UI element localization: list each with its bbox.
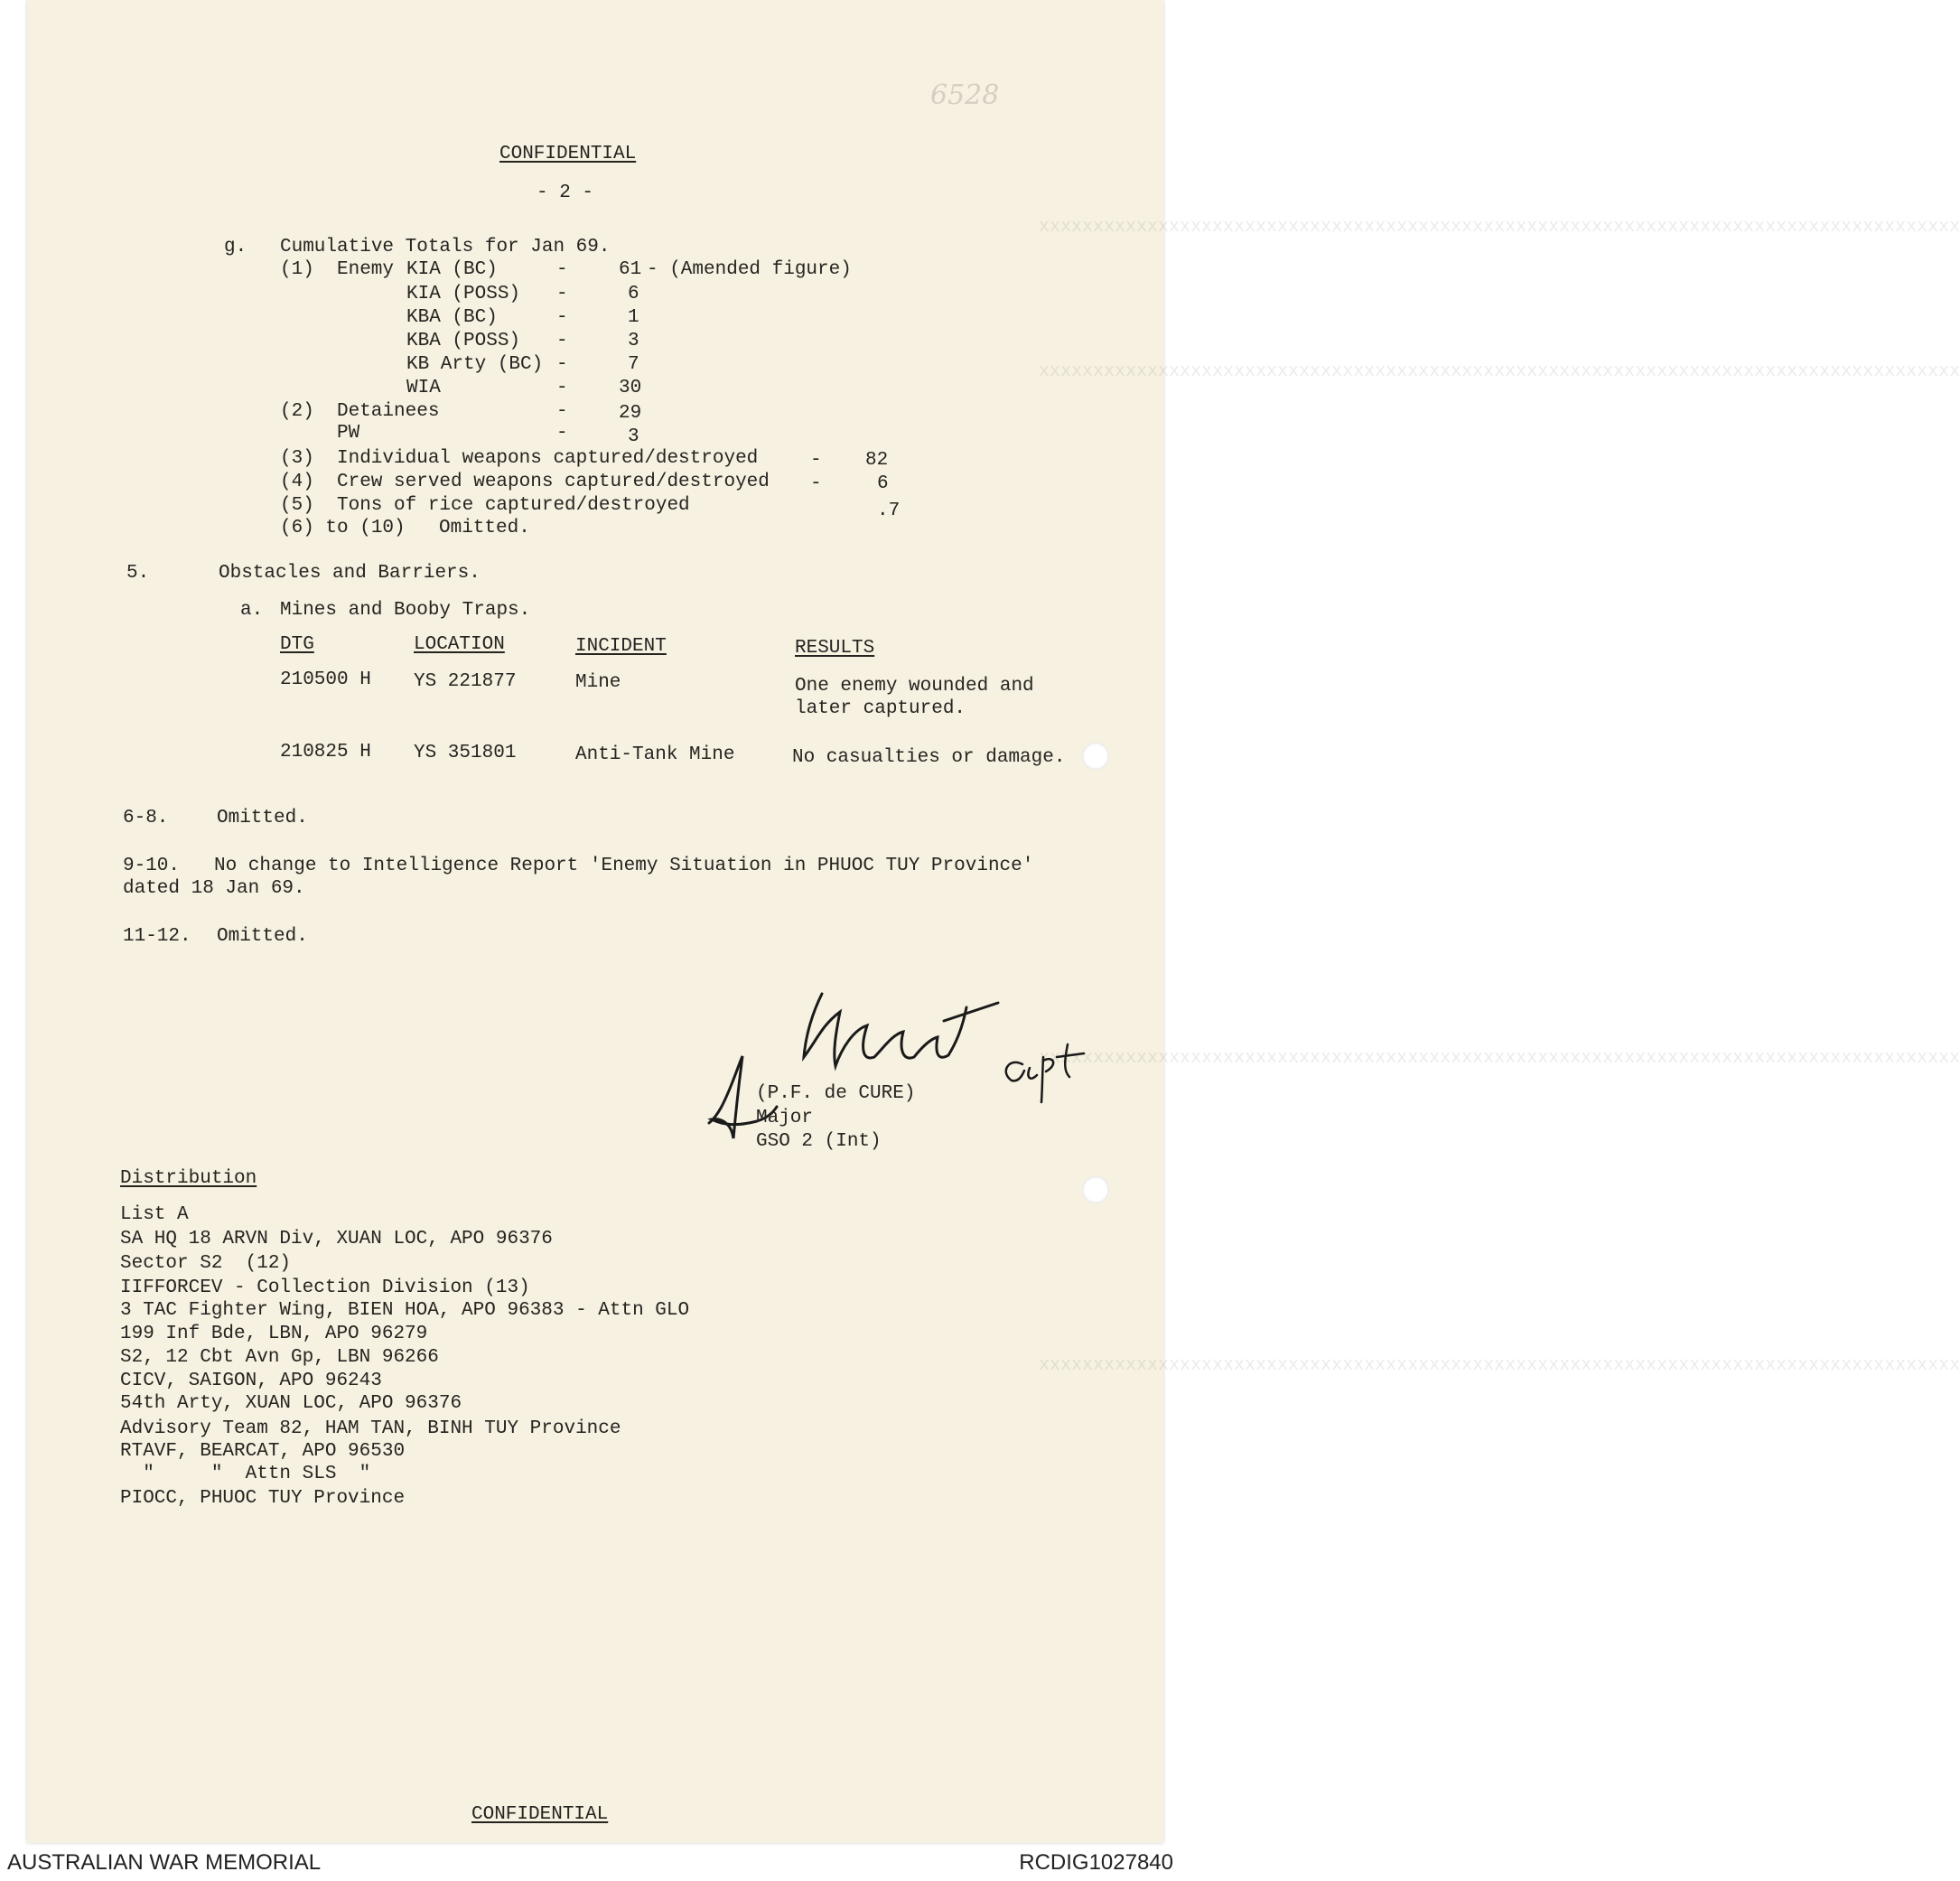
distribution-line: RTAVF, BEARCAT, APO 96530 (120, 1441, 406, 1462)
detainees-value: 29 (619, 403, 642, 424)
incident-result: One enemy wounded and (795, 676, 1034, 697)
para-9-10-text-cont: dated 18 Jan 69. (123, 878, 305, 899)
casualty-note: - (Amended figure) (647, 259, 852, 280)
incident-type: Anti-Tank Mine (575, 744, 735, 765)
item4-label: (4) (280, 472, 314, 492)
handwritten-signature-capt (786, 967, 1129, 1138)
para-5-title: Obstacles and Barriers. (219, 563, 481, 584)
para-9-10-number: 9-10. (123, 856, 181, 876)
item3-value: 82 (865, 450, 889, 471)
casualty-value: 1 (628, 307, 639, 328)
casualty-dash: - (556, 331, 568, 351)
distribution-line: 3 TAC Fighter Wing, BIEN HOA, APO 96383 - Attn GLO (120, 1300, 690, 1321)
incident-dtg: 210500 H (280, 669, 371, 690)
casualty-label: WIA (406, 378, 441, 398)
header-dtg: DTG (280, 634, 314, 655)
incident-location: YS 351801 (414, 743, 517, 763)
casualty-value: 6 (628, 284, 639, 304)
para-11-12-text: Omitted. (217, 926, 308, 947)
incident-dtg: 210825 H (280, 742, 371, 763)
distribution-title: Distribution (120, 1168, 257, 1189)
archive-footer-left: AUSTRALIAN WAR MEMORIAL (7, 1850, 322, 1875)
para-11-12-number: 11-12. (123, 926, 191, 947)
distribution-line: Advisory Team 82, HAM TAN, BINH TUY Province (120, 1418, 621, 1439)
casualty-dash: - (556, 378, 568, 398)
incident-result: No casualties or damage. (792, 747, 1066, 768)
distribution-line: " " Attn SLS " (120, 1464, 371, 1484)
incident-type: Mine (575, 672, 621, 693)
item5-label: (5) (280, 495, 314, 516)
signatory-appointment: GSO 2 (Int) (756, 1131, 882, 1152)
punch-hole (1082, 1176, 1109, 1203)
pencil-folio-number: 6528 (930, 80, 1000, 111)
header-results: RESULTS (795, 638, 875, 659)
casualty-dash: - (556, 284, 568, 304)
item3-label: (3) (280, 448, 314, 469)
page-number: - 2 - (537, 182, 594, 203)
casualty-dash: - (556, 354, 568, 375)
archive-footer-right: RCDIG1027840 (1019, 1850, 1173, 1875)
casualty-value: 3 (628, 331, 639, 351)
casualty-value: 7 (628, 354, 639, 375)
casualty-label: KB Arty (BC) (406, 354, 544, 375)
item3-text: Individual weapons captured/destroyed (337, 448, 759, 469)
pw-label: PW (337, 423, 360, 444)
item2-label: (2) (280, 401, 314, 422)
item1-label: (1) (280, 259, 314, 280)
detainees-dash: - (556, 401, 568, 422)
classification-header: CONFIDENTIAL (499, 144, 637, 164)
para-5-number: 5. (126, 563, 150, 584)
distribution-line: List A (120, 1204, 189, 1225)
detainees-label: Detainees (337, 401, 440, 422)
pw-value: 3 (628, 426, 639, 447)
pw-dash: - (556, 423, 568, 444)
para-g-title: Cumulative Totals for Jan 69. (280, 237, 611, 257)
incident-location: YS 221877 (414, 671, 517, 692)
casualty-dash: - (556, 259, 568, 280)
distribution-line: 54th Arty, XUAN LOC, APO 96376 (120, 1393, 462, 1414)
item6-text: Omitted. (439, 518, 530, 538)
casualty-dash: - (556, 307, 568, 328)
header-incident: INCIDENT (575, 636, 667, 657)
distribution-line: CICV, SAIGON, APO 96243 (120, 1371, 382, 1391)
incident-result-cont: later captured. (795, 698, 966, 719)
signatory-rank: Major (756, 1108, 814, 1128)
para-5a-title: Mines and Booby Traps. (280, 600, 531, 621)
header-location: LOCATION (414, 634, 505, 655)
signatory-name: (P.F. de CURE) (756, 1083, 916, 1104)
item4-dash: - (810, 473, 822, 494)
item6-label: (6) to (10) (280, 518, 406, 538)
distribution-line: S2, 12 Cbt Avn Gp, LBN 96266 (120, 1347, 439, 1368)
para-g-label: g. (224, 237, 247, 257)
item5-value: .7 (877, 501, 901, 521)
casualty-label: KIA (BC) (406, 259, 498, 280)
row-prefix: Enemy (337, 259, 395, 280)
punch-hole (1082, 743, 1109, 770)
casualty-label: KBA (POSS) (406, 331, 521, 351)
distribution-line: Sector S2 (12) (120, 1253, 292, 1274)
casualty-value: 30 (619, 378, 642, 398)
item4-value: 6 (877, 473, 889, 494)
item5-text: Tons of rice captured/destroyed (337, 495, 690, 516)
document-page: xxxxxxxxxxxxxxxxxxxxxxxxxxxxxxxxxxxxxxxxxxxxxxxxxxxxxxxxxxxxxxxxxxxxxxxxxxxxxxxxxxxxx xxxxxxxxxxxxxxxxxxxxxxxxxxxxxxxxxxxxxxxxxxxxxxxxxxxxxxxxxxxxxxxxxxxxxxxxxxxxxxxxxxxxx xxxxxxxxxxxxxxxxxxxxxxxxxxxxxxxxxxxxxxxxxxxxxxxxxxxxxxxxxxxxxxxxxxxxxxxxxxxxxxxxxxxxx xxxxxxxxxxxxxxxxxxxxxxxxxxxxxxxxxxxxxxxxxxxxxxxxxxxxxxxxxxxxxxxxxxxxxxxxxxxxxxxxxxxxx 6528 CONFIDENTIAL - 2 - g. Cumulative Totals for Jan 69. (1) Enemy KIA (BC) - 61 - (Amended figure) KIA (POSS) - 6 KBA (BC) - 1 KBA (POSS) - 3 KB Arty (BC) - 7 WIA - 30 (2) Detainees - 29 PW - 3 (3) Individual weapons captured/destroyed - 82 (4) Crew served weapons captured/destroyed - 6 (5) Tons of rice captured/destroyed .7 (6) to (10) Omitted. 5. Obstacles and Barriers. a. Mines and Booby Traps. DTG LOCATION INCIDENT RESULTS 210500 H YS 221877 Mine One enemy wounded and later captured. 210825 H YS 351801 Anti-Tank Mine No casualties or damage. 6-8. Omitted. 9-10. No change to Intelligence Report 'Enemy Situation in PHUOC TUY Province' dated 18 Jan 69. 11-12. Omitted. (P.F. de CURE) Major GSO 2 (Int) Distribution List A SA HQ 18 ARVN Div, XUAN LOC, APO 96376 Sector S2 (12) IIFFORCEV - Collection Division (13) 3 TAC Fighter Wing, BIEN HOA, APO 96383 - Attn GLO 199 Inf Bde, LBN, APO 96279 S2, 12 Cbt Avn Gp, LBN 96266 CICV, SAIGON, APO 96243 54th Arty, XUAN LOC, APO 96376 Advisory Team 82, HAM TAN, BINH TUY Province RTAVF, BEARCAT, APO 96530 " " Attn SLS " PIOCC, PHUOC TUY Province CONFIDENTIAL (27, 0, 1163, 1843)
item4-text: Crew served weapons captured/destroyed (337, 472, 770, 492)
distribution-line: IIFFORCEV - Collection Division (13) (120, 1277, 530, 1298)
para-6-8-text: Omitted. (217, 808, 308, 828)
casualty-value: 61 (619, 259, 642, 280)
para-5a-label: a. (240, 600, 264, 621)
item3-dash: - (810, 450, 822, 471)
para-9-10-text: No change to Intelligence Report 'Enemy Situation in PHUOC TUY Province' (214, 856, 1034, 876)
distribution-line: SA HQ 18 ARVN Div, XUAN LOC, APO 96376 (120, 1229, 553, 1249)
casualty-label: KBA (BC) (406, 307, 498, 328)
classification-footer: CONFIDENTIAL (471, 1804, 609, 1825)
para-6-8-number: 6-8. (123, 808, 169, 828)
distribution-line: 199 Inf Bde, LBN, APO 96279 (120, 1324, 428, 1344)
casualty-label: KIA (POSS) (406, 284, 521, 304)
distribution-line: PIOCC, PHUOC TUY Province (120, 1488, 406, 1509)
